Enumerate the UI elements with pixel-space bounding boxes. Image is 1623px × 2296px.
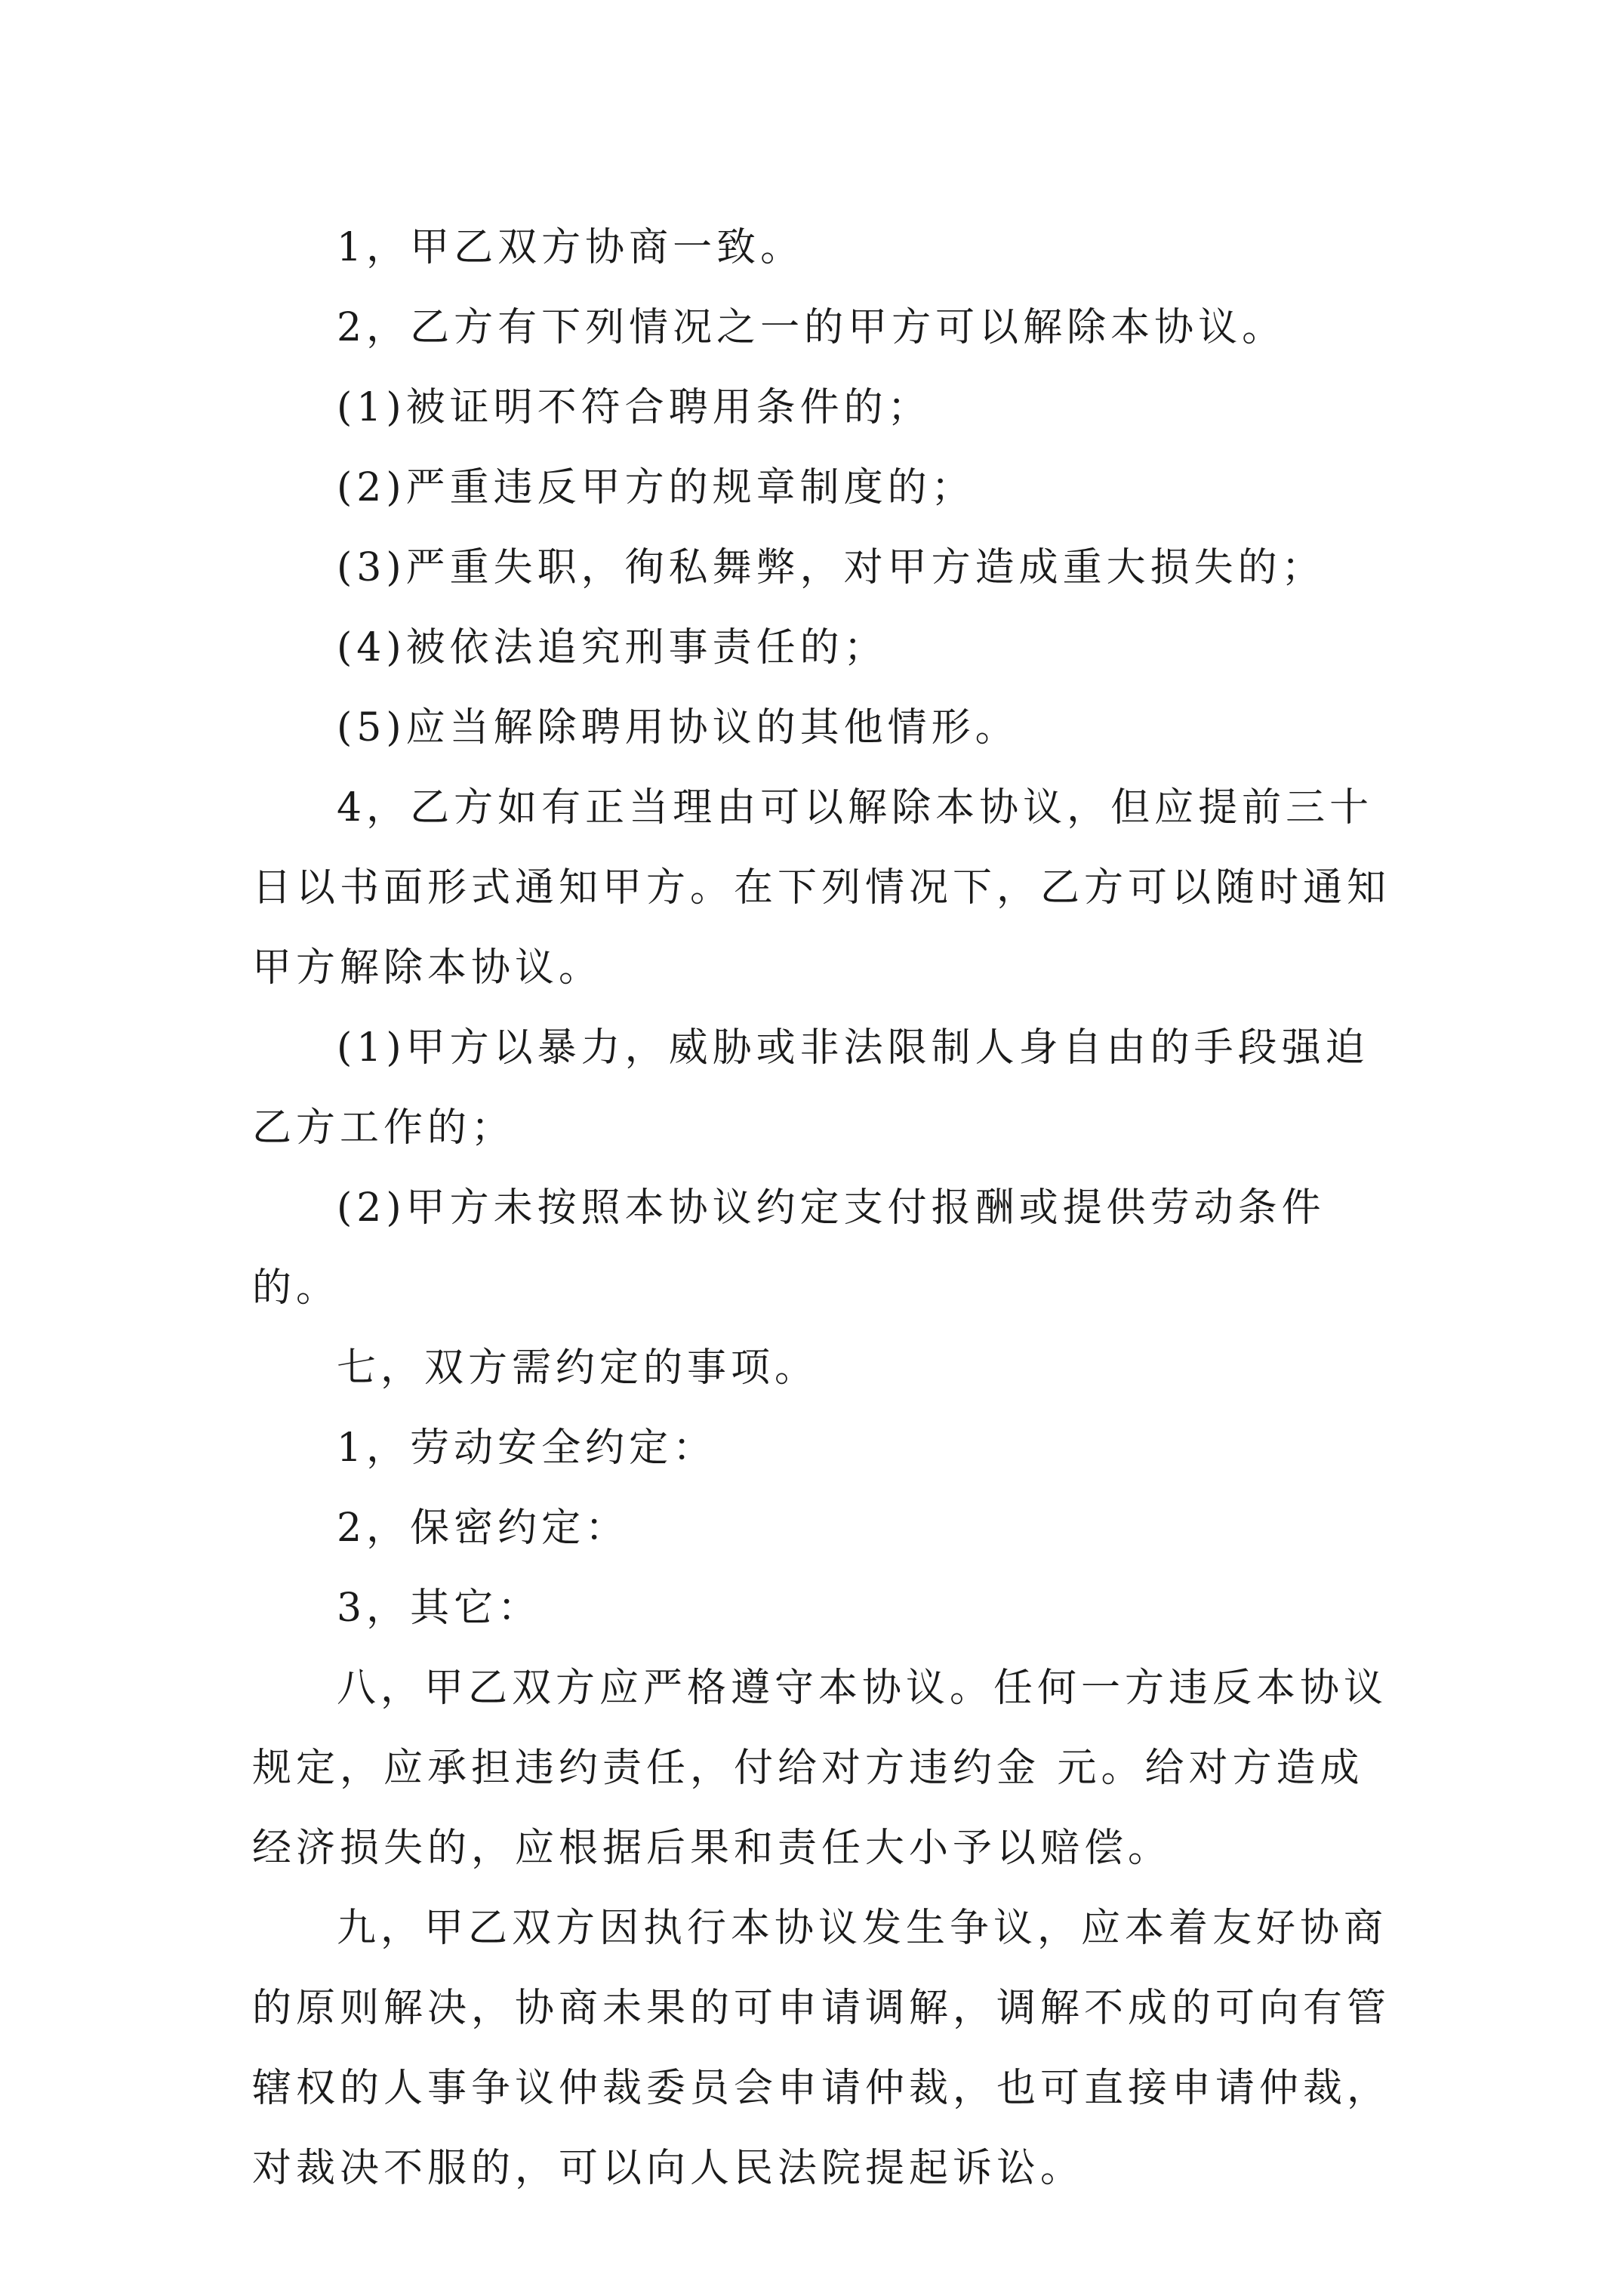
paragraph: (3)严重失职，徇私舞弊，对甲方造成重大损失的；	[337, 545, 1326, 590]
paragraph: 九，甲乙双方因执行本协议发生争议，应本着友好协商的原则解决，协商未果的可申请调解，调解不成的可向有管辖权的人事争议仲裁委员会申请仲裁，也可直接申请仲裁，对裁决不服的，可以向人民法院提起诉讼。	[252, 1906, 1391, 2191]
paragraph: 1，劳动安全约定：	[337, 1425, 717, 1471]
paragraph: 七，双方需约定的事项。	[337, 1345, 819, 1391]
paragraph: (2)甲方未按照本协议约定支付报酬或提供劳动条件的。	[252, 1185, 1326, 1311]
paragraph: (2)严重违反甲方的规章制度的；	[337, 465, 975, 510]
paragraph: 八，甲乙双方应严格遵守本协议。任何一方违反本协议规定，应承担违约责任，付给对方违约金 元。给对方造成经济损失的，应根据后果和责任大小予以赔偿。	[252, 1666, 1388, 1871]
paragraph: 3，其它：	[337, 1586, 542, 1631]
paragraph: (5)应当解除聘用协议的其他情形。	[337, 705, 1019, 750]
paragraph: 1，甲乙双方协商一致。	[337, 225, 805, 270]
paragraph: (4)被依法追究刑事责任的；	[337, 625, 888, 670]
paragraph: 2，乙方有下列情况之一的甲方可以解除本协议。	[337, 305, 1286, 350]
paragraph: 2，保密约定：	[337, 1505, 630, 1551]
document-body	[252, 208, 1400, 2208]
paragraph: (1)甲方以暴力，威胁或非法限制人身自由的手段强迫乙方工作的；	[252, 1025, 1369, 1151]
paragraph: 4，乙方如有正当理由可以解除本协议，但应提前三十日以书面形式通知甲方。在下列情况下，乙方可以随时通知甲方解除本协议。	[252, 785, 1391, 991]
paragraph: (1)被证明不符合聘用条件的；	[337, 385, 932, 430]
